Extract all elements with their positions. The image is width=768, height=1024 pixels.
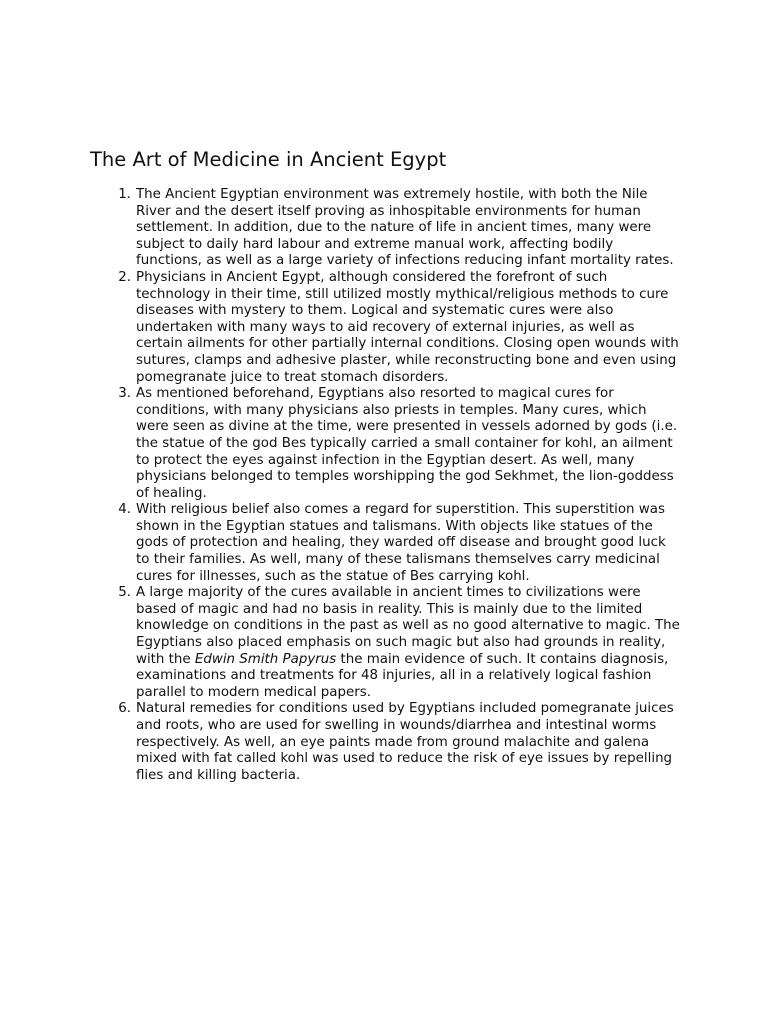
list-item-number: 2. — [118, 269, 131, 285]
list-item-number: 5. — [118, 585, 131, 601]
list-item-number: 4. — [118, 502, 131, 518]
list-item-text: Physicians in Ancient Egypt, although considered the forefront of such technology in their time, still utilized mostly mythical/religious methods to cure diseases with mystery to them. Logical and systematic cures were also undertaken with many ways to aid recovery of external injuries, as well as certain ailments for other partially internal conditions. Closing open wounds with sutures, clamps and adhesive plaster, while reconstructing bone and even using pomegranate juice to treat stomach disorders. — [136, 269, 679, 385]
list-item-number: 6. — [118, 701, 131, 717]
list-item-text-part: A large majority of the cures available in ancient times to civilizations were based of magic and had no basis in reality. This is mainly due to the limited knowledge on conditions in the past as well as no good alternative to magic. The Egyptians also placed emphasis on such magic but also had grounds in reality, with the — [136, 585, 680, 667]
numbered-list — [118, 187, 681, 784]
list-item — [118, 187, 681, 270]
list-item — [118, 502, 681, 585]
list-item — [118, 269, 681, 386]
list-item-text: With religious belief also comes a regard for superstition. This superstition was shown in the Egyptian statues and talismans. With objects like statues of the gods of protection and healing, they warded off disease and brought good luck to their families. As well, many of these talismans themselves carry medicinal cures for illnesses, such as the statue of Bes carrying kohl. — [136, 502, 666, 584]
list-item-number: 1. — [118, 187, 131, 202]
list-item-number: 3. — [118, 386, 131, 402]
list-item — [118, 585, 681, 701]
list-item-text — [136, 585, 681, 701]
list-item-text-part: the main evidence of such. It contains diagnosis, examinations and treatments for 48 injuries, all in a relatively logical fashion parallel to modern medical papers. — [136, 651, 669, 700]
list-item-text: Natural remedies for conditions used by Egyptians included pomegranate juices and roots, who are used for swelling in wounds/diarrhea and intestinal worms respectively. As well, an eye paints made from ground malachite and galena mixed with fat called kohl was used to reduce the risk of eye issues by repelling flies and killing bacteria. — [136, 701, 674, 783]
list-item — [118, 701, 681, 784]
list-item-text: As mentioned beforehand, Egyptians also resorted to magical cures for conditions, with many physicians also priests in temples. Many cures, which were seen as divine at the time, were presented in vessels adorned by gods (i.e. the statue of the god Bes typically carried a small container for kohl, an ailment to protect the eyes against infection in the Egyptian desert. As well, many physicians belonged to temples worshipping the god Sekhmet, the lion-goddess of healing. — [136, 386, 678, 501]
list-item-text: The Ancient Egyptian environment was extremely hostile, with both the Nile River and the desert itself proving as inhospitable environments for human settlement. In addition, due to the nature of life in ancient times, many were subject to daily hard labour and extreme manual work, affecting bodily functions, as well as a large variety of infections reducing infant mortality rates. — [136, 187, 674, 269]
list-item — [118, 386, 681, 502]
document-title: The Art of Medicine in Ancient Egypt — [90, 148, 447, 171]
italic-title: Edwin Smith Papyrus — [194, 651, 337, 667]
